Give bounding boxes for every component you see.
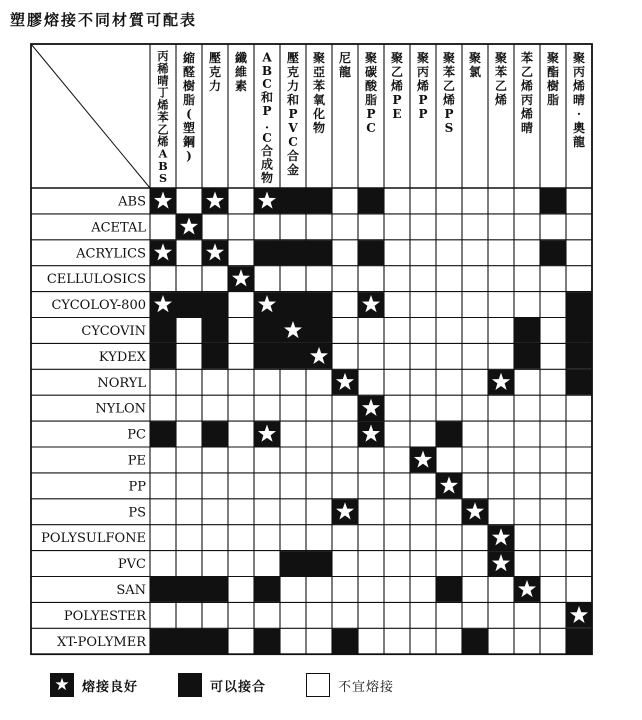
column-header-glyph: 聚 bbox=[572, 51, 586, 65]
cell-filled bbox=[515, 318, 540, 343]
column-header-glyph: P bbox=[288, 107, 298, 121]
column-header-glyph: 聚 bbox=[416, 51, 430, 65]
column-header-7 bbox=[339, 51, 351, 79]
column-header-glyph: 纖 bbox=[234, 51, 248, 65]
cell-filled bbox=[151, 422, 176, 447]
column-header-glyph: ( bbox=[186, 107, 192, 121]
column-header-glyph: 烯 bbox=[494, 93, 508, 107]
cell-filled bbox=[541, 240, 566, 265]
column-header-glyph: S bbox=[158, 172, 168, 185]
cell-filled bbox=[567, 292, 592, 317]
column-header-glyph: V bbox=[288, 121, 298, 135]
cell-filled bbox=[255, 344, 280, 369]
column-header-14 bbox=[520, 50, 533, 135]
column-header-15 bbox=[547, 50, 559, 107]
cell-filled bbox=[203, 318, 228, 343]
legend-label-star: 熔接良好 bbox=[82, 679, 139, 695]
row-header-3: CELLULOSICS bbox=[46, 272, 146, 288]
cell-filled bbox=[255, 577, 280, 602]
column-header-glyph: 成 bbox=[260, 157, 274, 172]
cell-filled bbox=[437, 422, 462, 447]
column-header-glyph: B bbox=[261, 63, 273, 78]
column-header-glyph: C bbox=[262, 77, 272, 92]
star-icon: ★ bbox=[50, 673, 74, 697]
column-header-10 bbox=[416, 50, 429, 121]
column-header-glyph: 物 bbox=[260, 171, 274, 185]
cell-filled bbox=[177, 292, 202, 317]
column-header-glyph: 碳 bbox=[364, 65, 378, 79]
column-header-glyph: 烯 bbox=[390, 79, 404, 93]
column-header-glyph: 壓 bbox=[286, 51, 300, 65]
column-header-glyph: 合 bbox=[286, 149, 300, 163]
column-header-glyph: 化 bbox=[312, 107, 326, 121]
column-header-glyph: 力 bbox=[208, 79, 222, 93]
cell-filled bbox=[203, 422, 228, 447]
row-header-12: PS bbox=[128, 505, 146, 521]
column-header-glyph: P bbox=[418, 107, 428, 121]
cell-filled bbox=[177, 577, 202, 602]
column-header-glyph: 醛 bbox=[182, 65, 196, 79]
row-header-8: NYLON bbox=[95, 401, 146, 417]
cell-filled bbox=[255, 629, 280, 654]
column-header-glyph: 稀 bbox=[157, 62, 169, 76]
cell-filled bbox=[281, 551, 306, 576]
cell-filled bbox=[463, 629, 488, 654]
column-header-16 bbox=[572, 50, 585, 149]
white-square-icon bbox=[306, 673, 330, 697]
column-header-glyph: 晴 bbox=[572, 93, 586, 107]
column-header-glyph: 聚 bbox=[442, 51, 456, 65]
column-header-glyph: 乙 bbox=[157, 123, 169, 137]
row-header-2: ACRYLICS bbox=[76, 246, 146, 262]
cell-filled bbox=[567, 370, 592, 395]
column-header-11 bbox=[442, 50, 455, 135]
column-header-glyph: C bbox=[366, 121, 376, 135]
cell-filled bbox=[203, 577, 228, 602]
cell-filled bbox=[567, 344, 592, 369]
column-header-glyph: B bbox=[158, 159, 168, 173]
column-header-glyph: 乙 bbox=[390, 65, 404, 79]
column-header-glyph: 力 bbox=[286, 79, 300, 93]
cell-filled bbox=[359, 189, 384, 214]
column-header-glyph: 亞 bbox=[312, 65, 326, 79]
cell-filled bbox=[307, 551, 332, 576]
cell-filled bbox=[151, 318, 176, 343]
column-header-glyph: 晴 bbox=[520, 121, 534, 135]
cell-filled bbox=[567, 318, 592, 343]
column-header-glyph: 脂 bbox=[182, 93, 196, 107]
column-header-glyph: A bbox=[158, 147, 168, 161]
column-header-glyph: 烯 bbox=[157, 135, 169, 149]
column-header-glyph: 乙 bbox=[442, 79, 456, 93]
column-header-glyph: 苯 bbox=[442, 65, 456, 79]
row-header-6: KYDEX bbox=[98, 349, 146, 365]
column-header-glyph: S bbox=[444, 121, 454, 135]
column-header-5 bbox=[287, 50, 299, 177]
cell-filled bbox=[515, 344, 540, 369]
column-header-glyph: 聚 bbox=[468, 51, 482, 65]
column-header-glyph: 聚 bbox=[494, 51, 508, 65]
column-header-glyph: 酸 bbox=[364, 79, 378, 93]
column-header-glyph: · bbox=[576, 107, 582, 121]
cell-filled bbox=[333, 629, 358, 654]
column-header-glyph: 丁 bbox=[157, 86, 169, 100]
column-header-glyph: 烯 bbox=[416, 79, 430, 93]
legend-item-black bbox=[178, 670, 266, 700]
column-header-13 bbox=[494, 50, 507, 107]
column-header-glyph: 克 bbox=[208, 65, 222, 79]
column-header-glyph: 苯 bbox=[312, 79, 326, 93]
row-header-11: PP bbox=[128, 479, 146, 495]
column-header-glyph: 龍 bbox=[338, 65, 352, 79]
column-header-glyph: P bbox=[262, 104, 272, 118]
column-header-glyph: 晴 bbox=[157, 74, 169, 88]
row-header-17: XT-POLYMER bbox=[56, 634, 146, 650]
column-header-glyph: P bbox=[418, 93, 428, 107]
cell-filled bbox=[151, 629, 176, 654]
column-header-glyph: 丙 bbox=[416, 65, 430, 79]
column-header-glyph: 物 bbox=[312, 121, 326, 135]
legend-label-white: 不宜熔接 bbox=[338, 679, 395, 695]
legend-label-black: 可以接合 bbox=[210, 679, 267, 695]
row-header-0: ABS bbox=[118, 194, 146, 210]
cell-filled bbox=[203, 292, 228, 317]
column-header-glyph: C bbox=[288, 135, 298, 149]
column-header-glyph: 塑 bbox=[182, 121, 196, 135]
column-header-0 bbox=[156, 49, 169, 185]
cell-filled bbox=[255, 240, 280, 265]
cell-filled bbox=[567, 629, 592, 654]
column-header-2 bbox=[209, 50, 221, 93]
black-square-icon bbox=[178, 673, 202, 697]
column-header-3 bbox=[234, 50, 247, 93]
column-header-glyph: C bbox=[262, 130, 272, 145]
column-header-glyph: 苯 bbox=[520, 51, 534, 65]
column-header-glyph: E bbox=[392, 107, 402, 121]
row-header-1: ACETAL bbox=[91, 220, 146, 236]
cell-filled bbox=[307, 189, 332, 214]
cell-filled bbox=[307, 292, 332, 317]
column-header-glyph: 和 bbox=[286, 93, 300, 107]
column-header-glyph: ) bbox=[186, 149, 192, 163]
column-header-glyph: 龍 bbox=[572, 135, 586, 149]
cell-filled bbox=[177, 629, 202, 654]
cell-filled bbox=[307, 240, 332, 265]
column-header-glyph: 丙 bbox=[520, 93, 534, 107]
column-header-glyph: 鋼 bbox=[182, 135, 196, 149]
column-header-glyph: 酯 bbox=[546, 65, 560, 79]
column-header-glyph: 聚 bbox=[312, 51, 326, 65]
column-header-glyph: 合 bbox=[260, 144, 274, 159]
row-header-5: CYCOVIN bbox=[81, 323, 146, 339]
column-header-glyph: 丙 bbox=[572, 65, 586, 79]
column-header-glyph: 苯 bbox=[494, 65, 508, 79]
cell-filled bbox=[281, 189, 306, 214]
column-header-glyph: 聚 bbox=[390, 51, 404, 65]
cell-filled bbox=[307, 318, 332, 343]
column-header-glyph: 聚 bbox=[364, 51, 378, 65]
column-header-glyph: 維 bbox=[234, 65, 248, 79]
column-header-glyph: 氯 bbox=[468, 65, 482, 79]
column-header-glyph: 樹 bbox=[546, 79, 560, 93]
legend-item-star bbox=[50, 670, 138, 700]
column-header-glyph: 烯 bbox=[442, 93, 456, 107]
cell-filled bbox=[281, 292, 306, 317]
column-header-glyph: 烯 bbox=[572, 79, 586, 93]
column-header-glyph: P bbox=[444, 107, 454, 121]
column-header-glyph: 和 bbox=[260, 90, 274, 105]
column-header-glyph: 尼 bbox=[338, 51, 352, 65]
row-header-9: PC bbox=[127, 427, 146, 443]
row-header-10: PE bbox=[127, 453, 146, 469]
row-header-15: SAN bbox=[116, 582, 146, 598]
column-header-glyph: 乙 bbox=[520, 65, 534, 79]
cell-filled bbox=[359, 240, 384, 265]
column-header-8 bbox=[365, 50, 378, 135]
column-header-glyph: 素 bbox=[234, 79, 248, 93]
row-header-14: PVC bbox=[117, 557, 146, 573]
column-header-1 bbox=[182, 50, 195, 163]
column-header-glyph: P bbox=[392, 93, 402, 107]
column-header-glyph: 金 bbox=[286, 163, 300, 177]
column-header-glyph: 烯 bbox=[520, 107, 534, 121]
cell-filled bbox=[151, 344, 176, 369]
cell-filled bbox=[203, 629, 228, 654]
column-header-glyph: 脂 bbox=[364, 93, 378, 107]
column-header-glyph: 縮 bbox=[182, 51, 196, 65]
column-header-glyph: 丙 bbox=[157, 50, 169, 64]
row-header-7: NORYL bbox=[97, 375, 146, 391]
cell-filled bbox=[151, 577, 176, 602]
column-header-glyph: 壓 bbox=[208, 51, 222, 65]
column-header-glyph: 烯 bbox=[520, 79, 534, 93]
cell-filled bbox=[281, 240, 306, 265]
column-header-9 bbox=[390, 50, 403, 121]
cell-filled bbox=[203, 344, 228, 369]
column-header-glyph: 奧 bbox=[572, 121, 586, 135]
column-header-glyph: 樹 bbox=[182, 79, 196, 93]
column-header-glyph: . bbox=[264, 117, 270, 132]
row-header-4: CYCOLOY-800 bbox=[51, 298, 146, 314]
row-header-13: POLYSULFONE bbox=[41, 531, 146, 547]
column-header-glyph: 脂 bbox=[546, 93, 560, 107]
row-header-16: POLYESTER bbox=[63, 608, 146, 624]
column-header-glyph: A bbox=[262, 50, 272, 65]
column-header-glyph: 聚 bbox=[546, 51, 560, 65]
cell-filled bbox=[255, 318, 280, 343]
corner-diagonal bbox=[31, 44, 150, 188]
column-header-glyph: 克 bbox=[286, 65, 300, 79]
column-header-glyph: 乙 bbox=[494, 79, 508, 93]
column-header-glyph: 氧 bbox=[312, 93, 326, 107]
column-header-glyph: 烯 bbox=[157, 98, 169, 112]
cell-filled bbox=[437, 577, 462, 602]
cell-filled bbox=[541, 189, 566, 214]
column-header-12 bbox=[469, 50, 481, 79]
column-header-glyph: 苯 bbox=[157, 111, 169, 125]
column-header-4 bbox=[261, 50, 273, 185]
page-title: 塑膠熔接不同材質可配表 bbox=[10, 11, 198, 29]
legend-item-white bbox=[306, 670, 394, 700]
column-header-glyph: P bbox=[366, 107, 376, 121]
cell-filled bbox=[281, 344, 306, 369]
column-header-6 bbox=[312, 50, 326, 135]
